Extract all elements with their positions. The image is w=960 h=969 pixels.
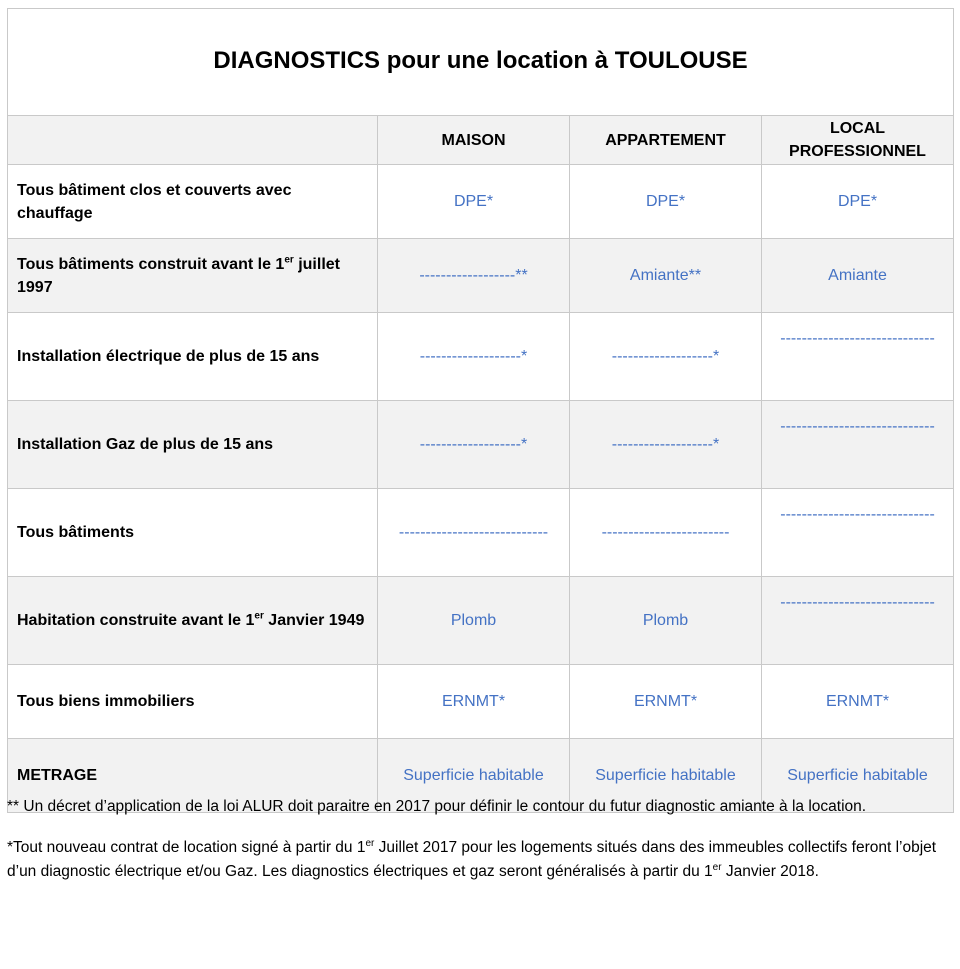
diagnostics-table xyxy=(7,8,954,813)
table-row xyxy=(8,577,954,665)
cell-local: Superficie habitable xyxy=(762,739,954,813)
row-label: Installation Gaz de plus de 15 ans xyxy=(8,401,378,489)
row-label xyxy=(8,239,378,313)
row-label-text-end: juillet 1997 xyxy=(17,255,340,296)
header-maison: MAISON xyxy=(378,116,570,165)
table-row xyxy=(8,313,954,401)
table-row xyxy=(8,239,954,313)
header-local-line2: PROFESSIONNEL xyxy=(789,143,926,160)
footnote-text: Janvier 2018. xyxy=(721,863,819,880)
cell-appartement: DPE* xyxy=(570,165,762,239)
cell-maison: -------------------* xyxy=(378,313,570,401)
row-label-text-end: Janvier 1949 xyxy=(263,612,365,629)
header-local xyxy=(762,116,954,165)
row-label-sup: er xyxy=(254,610,264,622)
footnotes xyxy=(7,795,937,901)
cell-appartement: Superficie habitable xyxy=(570,739,762,813)
footnote-sup: er xyxy=(365,837,375,849)
cell-appartement: ERNMT* xyxy=(570,665,762,739)
cell-maison: DPE* xyxy=(378,165,570,239)
row-label: Tous biens immobiliers xyxy=(8,665,378,739)
row-label-text: Tous bâtiments construit avant le 1 xyxy=(17,255,285,273)
row-label-text: Habitation construite avant le 1 xyxy=(17,612,255,629)
cell-maison: Plomb xyxy=(378,577,570,665)
cell-maison: Superficie habitable xyxy=(378,739,570,813)
cell-local: Amiante xyxy=(762,239,954,313)
header-blank xyxy=(8,116,378,165)
header-appartement: APPARTEMENT xyxy=(570,116,762,165)
cell-maison: ------------------** xyxy=(378,239,570,313)
row-label: METRAGE xyxy=(8,739,378,813)
footnote-text: *Tout nouveau contrat de location signé à partir du 1 xyxy=(7,839,366,856)
table-row xyxy=(8,401,954,489)
row-label: Tous bâtiments xyxy=(8,489,378,577)
table-title-cell xyxy=(8,9,954,116)
cell-maison: ERNMT* xyxy=(378,665,570,739)
cell-maison: -------------------* xyxy=(378,401,570,489)
cell-appartement: Amiante** xyxy=(570,239,762,313)
row-label-sup: er xyxy=(284,254,294,266)
document xyxy=(7,8,953,813)
cell-appartement: ------------------------ xyxy=(570,489,762,577)
table-row xyxy=(8,489,954,577)
table-row xyxy=(8,165,954,239)
row-label: Tous bâtiment clos et couverts avec chauffage xyxy=(8,165,378,239)
cell-local: ----------------------------- xyxy=(762,577,954,665)
table-row xyxy=(8,665,954,739)
cell-local: ----------------------------- xyxy=(762,489,954,577)
header-row xyxy=(8,116,954,165)
cell-maison: ---------------------------- xyxy=(378,489,570,577)
cell-local: ----------------------------- xyxy=(762,313,954,401)
cell-appartement: Plomb xyxy=(570,577,762,665)
header-local-line1: LOCAL xyxy=(829,120,886,137)
cell-appartement: -------------------* xyxy=(570,401,762,489)
page-title: DIAGNOSTICS pour une location à TOULOUSE xyxy=(213,47,748,74)
footnote-electrique-gaz xyxy=(7,836,937,884)
row-label xyxy=(8,577,378,665)
cell-local: DPE* xyxy=(762,165,954,239)
footnote-text: Juillet 2017 pour les logements situés dans des immeubles collectifs feront l’objet d’un diagnostic électrique et/ou Gaz. Les diagnostics électriques et gaz seront généralisés à partir du 1 xyxy=(7,839,937,880)
cell-local: ERNMT* xyxy=(762,665,954,739)
cell-appartement: -------------------* xyxy=(570,313,762,401)
footnote-amiante: ** Un décret d’application de la loi ALUR doit paraitre en 2017 pour définir le contour du futur diagnostic amiante à la location. xyxy=(7,798,867,815)
row-label: Installation électrique de plus de 15 ans xyxy=(8,313,378,401)
cell-local: ----------------------------- xyxy=(762,401,954,489)
footnote-sup: er xyxy=(712,861,722,873)
